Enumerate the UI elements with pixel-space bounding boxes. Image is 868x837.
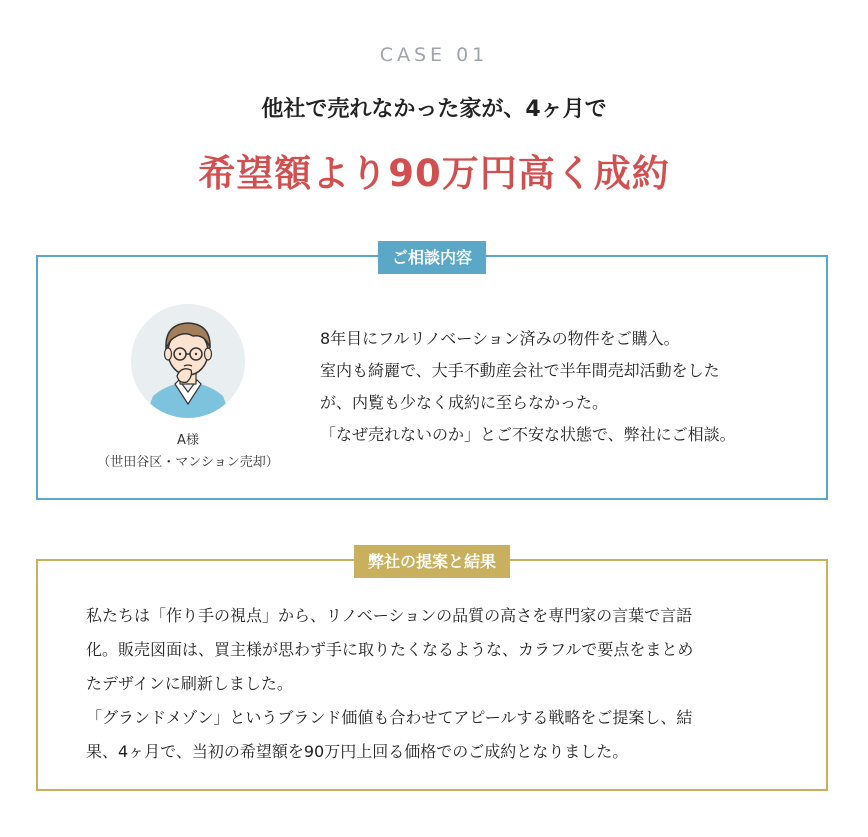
result-line: 果、4ヶ月で、当初の希望額を90万円上回る価格でのご成約となりました。 xyxy=(86,742,629,761)
main-headline: 希望額より90万円高く成約 xyxy=(198,152,670,195)
result-line: たデザインに刷新しました。 xyxy=(86,674,293,693)
consultation-tag: ご相談内容 xyxy=(378,241,486,274)
customer-name: A様 xyxy=(177,433,199,448)
customer-note: （世田谷区・マンション売却） xyxy=(97,455,279,470)
person-avatar-icon xyxy=(131,304,245,418)
result-line: 化。販売図面は、買主様が思わず手に取りたくなるような、カラフルで要点をまとめ xyxy=(86,640,694,659)
consultation-text xyxy=(320,323,820,451)
result-tag: 弊社の提案と結果 xyxy=(354,545,510,578)
sub-headline: 他社で売れなかった家が、4ヶ月で xyxy=(261,97,607,122)
case-label: CASE 01 xyxy=(379,44,489,66)
result-line: 私たちは「作り手の視点」から、リノベーションの品質の高さを専門家の言葉で言語 xyxy=(86,606,693,625)
consultation-line: が、内覧も少なく成約に至らなかった。 xyxy=(320,393,609,412)
customer-avatar xyxy=(131,304,245,418)
consultation-box xyxy=(36,248,828,500)
result-text xyxy=(86,599,806,769)
consultation-line: 8年目にフルリノベーション済みの物件をご購入。 xyxy=(320,329,680,348)
result-box xyxy=(36,552,828,791)
result-line: 「グランドメゾン」というブランド価値も合わせてアピールする戦略をご提案し、結 xyxy=(86,708,693,727)
consultation-line: 室内も綺麗で、大手不動産会社で半年間売却活動をした xyxy=(320,361,720,380)
consultation-line: 「なぜ売れないのか」とご不安な状態で、弊社にご相談。 xyxy=(320,425,736,444)
